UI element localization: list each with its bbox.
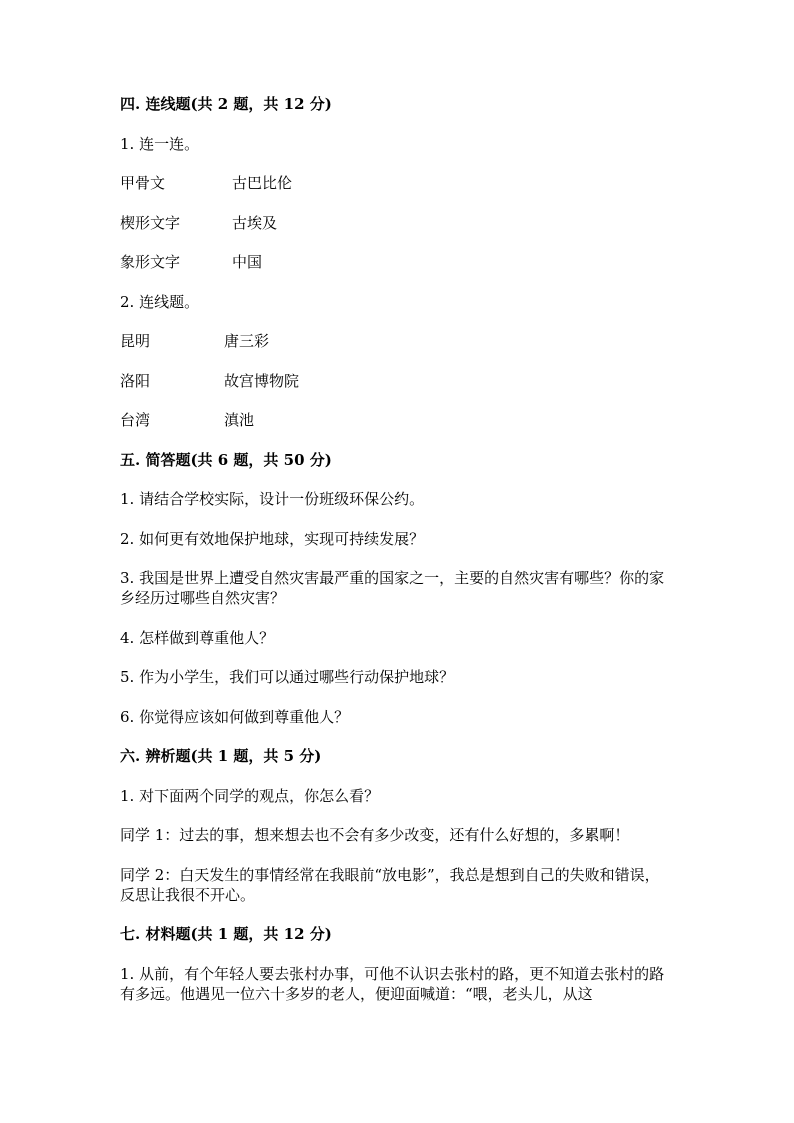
pair-left: 洛阳 xyxy=(120,371,151,390)
s4-q1-pair-2 xyxy=(120,213,665,233)
s6-student-1-opinion: 同学 1：过去的事，想来想去也不会有多少改变，还有什么好想的，多累啊！ xyxy=(120,826,630,844)
pair-left: 象形文字 xyxy=(120,253,181,271)
s5-question-4: 4. 怎样做到尊重他人？ xyxy=(120,628,275,647)
pair-right: 古埃及 xyxy=(232,213,278,232)
document-page xyxy=(120,94,665,1023)
pair-right: 故宫博物院 xyxy=(224,371,300,390)
s5-question-2: 2. 如何更有效地保护地球，实现可持续发展？ xyxy=(120,529,425,548)
s4-q1-pair-1 xyxy=(120,173,665,193)
pair-right: 中国 xyxy=(232,253,263,271)
pair-left: 昆明 xyxy=(120,332,151,350)
s6-student-2-opinion: 同学 2：白天发生的事情经常在我眼前“放电影”，我总是想到自己的失败和错误，反思让我很不开心。 xyxy=(120,865,660,904)
s4-q2-pair-1 xyxy=(120,331,665,351)
pair-left: 甲骨文 xyxy=(120,174,166,192)
section-7-title: 七. 材料题(共 1 题，共 12 分) xyxy=(120,925,332,943)
s5-question-5: 5. 作为小学生，我们可以通过哪些行动保护地球？ xyxy=(120,668,455,686)
pair-right: 唐三彩 xyxy=(224,332,270,350)
s7-passage: 1. 从前，有个年轻人要去张村办事，可他不认识去张村的路，更不知道去张村的路有多远。他遇见一位六十多岁的老人，便迎面喊道：“喂，老头儿，从这 xyxy=(120,964,665,1003)
pair-left: 台湾 xyxy=(120,411,151,429)
pair-right: 滇池 xyxy=(224,411,255,429)
s5-question-3: 3. 我国是世界上遭受自然灾害最严重的国家之一，主要的自然灾害有哪些？你的家乡经历过哪些自然灾害？ xyxy=(120,569,665,607)
pair-right: 古巴比伦 xyxy=(232,174,293,192)
s5-question-6: 6. 你觉得应该如何做到尊重他人？ xyxy=(120,707,350,726)
section-6-title: 六. 辨析题(共 1 题，共 5 分) xyxy=(120,747,322,765)
s4-question-2-prompt: 2. 连线题。 xyxy=(120,292,200,311)
pair-left: 楔形文字 xyxy=(120,213,181,232)
s4-question-1-prompt: 1. 连一连。 xyxy=(120,134,200,153)
s5-question-1: 1. 请结合学校实际，设计一份班级环保公约。 xyxy=(120,490,425,508)
section-5-title: 五. 简答题(共 6 题，共 50 分) xyxy=(120,450,332,469)
s4-q2-pair-3 xyxy=(120,410,665,430)
section-4-title: 四. 连线题(共 2 题，共 12 分) xyxy=(120,95,332,113)
s4-q2-pair-2 xyxy=(120,371,665,391)
s6-question-prompt: 1. 对下面两个同学的观点，你怎么看？ xyxy=(120,786,380,805)
s4-q1-pair-3 xyxy=(120,252,665,272)
